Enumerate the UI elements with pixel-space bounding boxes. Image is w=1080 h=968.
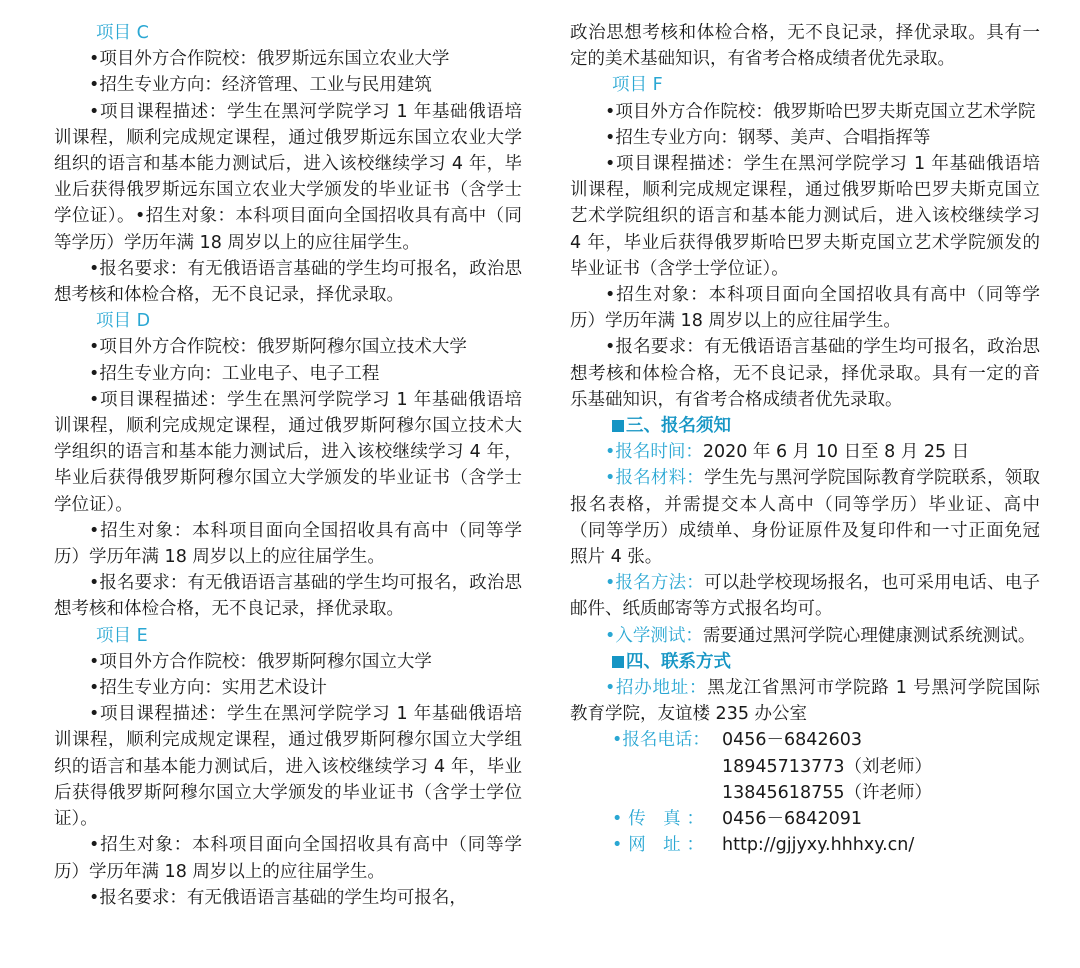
registration-method [570,570,1040,622]
project-e-major: •招生专业方向：实用艺术设计 [89,678,327,699]
registration-phone-3: 13845618755（许老师） [722,782,932,803]
project-d-heading: 项目 D [96,311,151,332]
project-c-partner: •项目外方合作院校：俄罗斯远东国立农业大学 [89,49,450,70]
project-e-description: •项目课程描述：学生在黑河学院学习 1 年基础俄语培训课程，顺利完成规定课程，通过俄罗斯阿穆尔国立大学组织的语言和基本能力测试后，进入该校继续学习 4 年，毕业后获得俄罗斯阿穆尔国立大学颁发的毕业证书（含学士学位证）。 [54,704,522,830]
project-e-requirements-continued: 政治思想考核和体检合格，无不良记录，择优录取。具有一定的美术基础知识，有省考合格成绩者优先录取。 [570,23,1040,70]
project-e-requirements-start: •报名要求：有无俄语语言基础的学生均可报名， [89,887,467,908]
project-d-target: •招生对象：本科项目面向全国招收具有高中（同等学历）学历年满 18 周岁以上的应往届学生。 [54,520,522,568]
registration-time-label: •报名时间： [605,442,703,463]
project-f-partner: •项目外方合作院校：俄罗斯哈巴罗夫斯克国立艺术学院 [605,101,1036,122]
project-c-major: •招生专业方向：经济管理、工业与民用建筑 [89,75,432,96]
project-f-major: •招生专业方向：钢琴、美声、合唱指挥等 [605,127,931,148]
section-4-title: 四、联系方式 [626,651,731,672]
registration-phone [570,727,1040,753]
right-column [570,20,1040,859]
registration-materials-value: 学生先与黑河学院国际教育学院联系，领取报名表格，并需提交本人高中（同等学历）毕业证、高中（同等学历）成绩单、身份证原件及复印件和一寸正面免冠照片 4 张。 [570,468,1041,568]
project-c-heading: 项目 C [96,23,149,43]
registration-phone-2: 18945713773（刘老师） [722,756,932,777]
entrance-test-value: 需要通过黑河学院心理健康测试系统测试。 [702,625,1036,646]
project-f-requirements: •报名要求：有无俄语语言基础的学生均可报名，政治思想考核和体检合格，无不良记录，择优录取。具有一定的音乐基础知识，有省考合格成绩者优先录取。 [570,337,1040,410]
office-address-label: •招办地址： [605,678,708,699]
project-d-partner: •项目外方合作院校：俄罗斯阿穆尔国立技术大学 [89,337,467,358]
fax-label: •传 真： [612,809,704,830]
registration-phone-1: 0456－6842603 [722,730,862,751]
website [570,832,1040,858]
project-d-requirements: •报名要求：有无俄语语言基础的学生均可报名，政治思想考核和体检合格，无不良记录，择优录取。 [54,573,522,620]
entrance-test [570,623,1040,649]
office-address [570,675,1040,727]
office-address-value: 黑龙江省黑河市学院路 1 号黑河学院国际教育学院，友谊楼 235 办公室 [570,678,1041,725]
project-c-requirements: •报名要求：有无俄语语言基础的学生均可报名，政治思想考核和体检合格，无不良记录，择优录取。 [54,258,522,306]
website-url[interactable]: http://gjjyxy.hhhxy.cn/ [722,835,915,856]
project-f-description: •项目课程描述：学生在黑河学院学习 1 年基础俄语培训课程，顺利完成规定课程，通过俄罗斯哈巴罗夫斯克国立艺术学院组织的语言和基本能力测试后，进入该校继续学习 4 年，毕业后获得俄罗斯哈巴罗夫斯克国立艺术学院颁发的毕业证书（含学士学位证）。 [570,154,1040,279]
registration-method-label: •报名方法： [605,573,704,594]
project-e-target: •招生对象：本科项目面向全国招收具有高中（同等学历）学历年满 18 周岁以上的应往届学生。 [54,835,522,882]
registration-materials [570,465,1040,570]
left-column [54,20,522,911]
registration-phone-label: •报名电话： [612,730,710,751]
section-3-heading [570,413,1040,439]
project-e-heading: 项目 E [96,625,148,646]
project-c-description: •项目课程描述：学生在黑河学院学习 1 年基础俄语培训课程，顺利完成规定课程，通过俄罗斯远东国立农业大学组织的语言和基本能力测试后，进入该校继续学习 4 年，毕业后获得俄罗斯远东国立农业大学颁发的毕业证书（含学士学位证）。•招生对象：本科项目面向全国招收具有高中（同等学历）学历年满 18 周岁以上的应往届学生。 [54,101,522,253]
fax [570,806,1040,832]
square-bullet-icon [612,420,624,432]
registration-method-value: 可以赴学校现场报名，也可采用电话、电子邮件、纸质邮寄等方式报名均可。 [570,573,1041,620]
website-label: •网 址： [612,835,704,856]
project-d-major: •招生专业方向：工业电子、电子工程 [89,363,380,384]
project-e-partner: •项目外方合作院校：俄罗斯阿穆尔国立大学 [89,651,432,672]
project-f-heading: 项目 F [612,75,663,96]
registration-time-value: 2020 年 6 月 10 日至 8 月 25 日 [702,442,970,463]
fax-value: 0456－6842091 [722,809,862,830]
project-f-target: •招生对象：本科项目面向全国招收具有高中（同等学历）学历年满 18 周岁以上的应往届学生。 [570,285,1040,332]
project-d-description: •项目课程描述：学生在黑河学院学习 1 年基础俄语培训课程，顺利完成规定课程，通过俄罗斯阿穆尔国立技术大学组织的语言和基本能力测试后，进入该校继续学习 4 年，毕业后获得俄罗斯阿穆尔国立大学颁发的毕业证书（含学士学位证）。 [54,389,522,515]
square-bullet-icon [612,656,624,668]
section-4-heading [570,649,1040,675]
registration-time [570,439,1040,465]
section-3-title: 三、报名须知 [626,416,731,437]
entrance-test-label: •入学测试： [605,625,703,646]
registration-materials-label: •报名材料： [605,468,704,489]
